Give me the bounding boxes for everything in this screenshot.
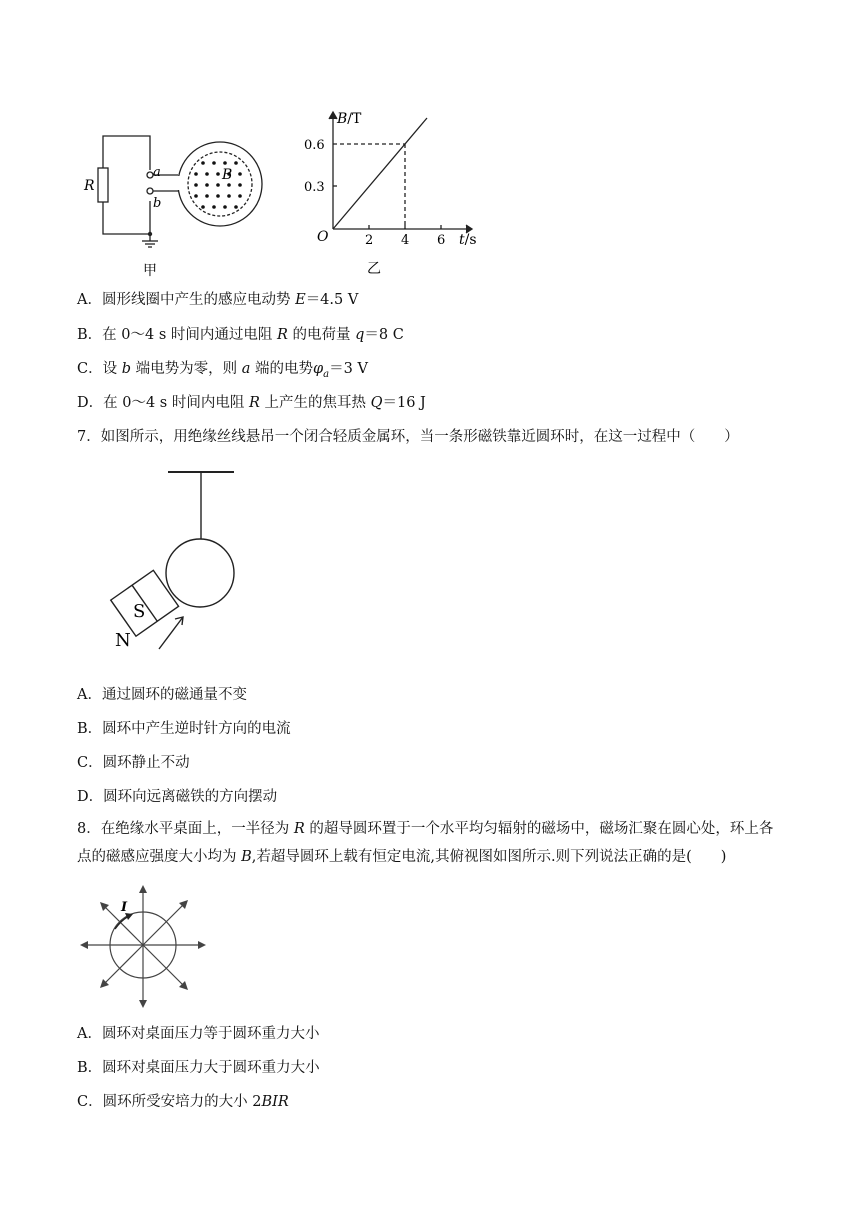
x-tick-4: 4 — [401, 233, 410, 248]
metal-ring — [166, 539, 234, 607]
figure-yi-graph — [295, 108, 490, 278]
magnet-s-label: S — [133, 601, 146, 622]
label-I: I — [121, 900, 128, 915]
figure-jia-circuit — [75, 125, 275, 280]
magnetic-field-dots — [194, 161, 242, 209]
q7-option-d: D．圆环向远离磁铁的方向摆动 — [77, 789, 278, 805]
q8-stem: 8．在绝缘水平桌面上，一半径为 R 的超导圆环置于一个水平均匀辐射的磁场中，磁场汇聚在圆心处，环上各点的磁感应强度大小均为 B,若超导圆环上载有恒定电流,其俯视图如图所示.则下列说法正确的是( ) — [77, 821, 774, 865]
label-a: a — [153, 165, 161, 180]
caption-yi: 乙 — [367, 261, 381, 277]
y-tick-0-3: 0.3 — [304, 180, 325, 195]
q8-option-a: A．圆环对桌面压力等于圆环重力大小 — [77, 1026, 320, 1042]
q7-option-c: C．圆环静止不动 — [77, 755, 190, 771]
label-b: b — [153, 196, 162, 211]
label-B: B — [222, 167, 233, 183]
magnet-n-label: N — [115, 630, 131, 651]
y-tick-0-6: 0.6 — [304, 138, 325, 153]
x-tick-2: 2 — [365, 233, 374, 248]
label-R: R — [84, 178, 95, 194]
q7-option-b: B．圆环中产生逆时针方向的电流 — [77, 721, 291, 737]
x-tick-6: 6 — [437, 233, 446, 248]
figure-q8-radial-field — [75, 883, 215, 1015]
b-t-line — [333, 118, 427, 229]
q6-option-c: C．设 b 端电势为零，则 a 端的电势$\varphi_a=3$ V — [77, 361, 368, 380]
caption-jia: 甲 — [143, 263, 157, 279]
y-axis-label: B/T — [337, 111, 362, 127]
q6-option-b: B．在 0～4 s 时间内通过电阻 R 的电荷量 q＝8 C — [77, 327, 404, 343]
q8-option-c: C．圆环所受安培力的大小 2BIR — [77, 1094, 289, 1110]
figure-q7-magnet-ring — [95, 462, 255, 672]
q7-option-a: A．通过圆环的磁通量不变 — [77, 687, 247, 703]
q6-option-a: A．圆形线圈中产生的感应电动势 E＝4.5 V — [77, 292, 359, 308]
q8-option-b: B．圆环对桌面压力大于圆环重力大小 — [77, 1060, 320, 1076]
q7-stem: 7．如图所示，用绝缘丝线悬吊一个闭合轻质金属环，当一条形磁铁靠近圆环时，在这一过程中（ ） — [77, 429, 739, 445]
q6-option-d: D．在 0～4 s 时间内电阻 R 上产生的焦耳热 Q＝16 J — [77, 395, 426, 411]
origin-label: O — [317, 229, 329, 245]
x-axis-label: t/s — [459, 232, 477, 248]
